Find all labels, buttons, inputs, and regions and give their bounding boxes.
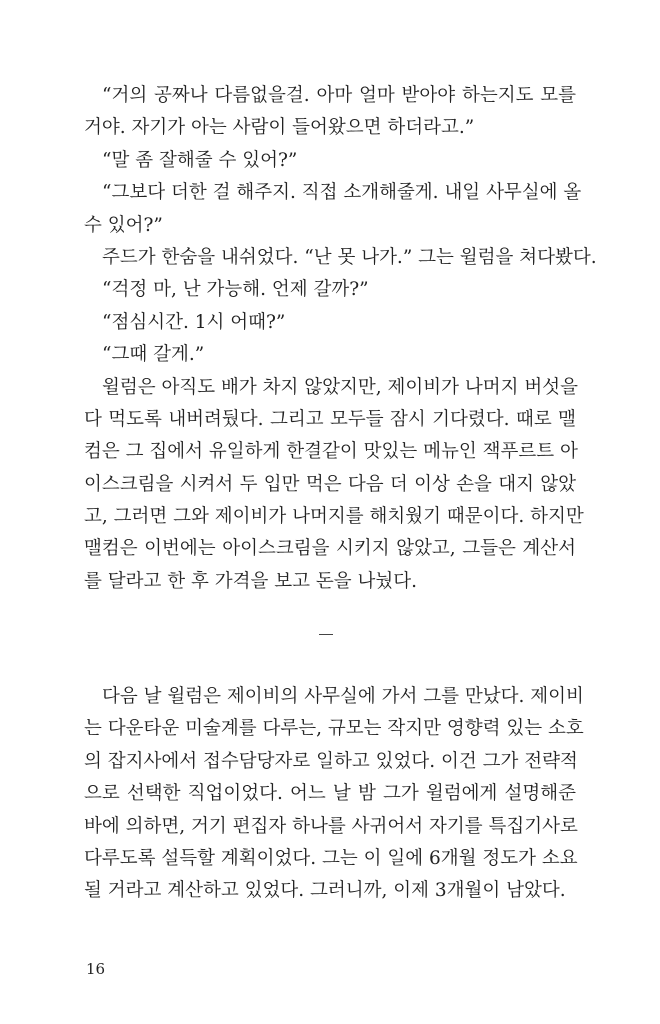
text-line: “걱정 마, 난 가능해. 언제 갈까?” [102, 279, 369, 301]
text-line: 거야. 자기가 아는 사람이 들어왔으면 하더라고.” [84, 117, 475, 139]
text-line: 고, 그러면 그와 제이비가 나머지를 해치웠기 때문이다. 하지만 [84, 506, 584, 528]
section-2-text [84, 681, 584, 908]
text-line: 다 먹도록 내버려뒀다. 그리고 모두들 잠시 기다렸다. 때로 맬 [84, 408, 576, 430]
text-line: 될 거라고 계산하고 있었다. 그러니까, 이제 3개월이 남았다. [84, 880, 566, 902]
section-1-text [84, 80, 597, 598]
text-line: 으로 선택한 직업이었다. 어느 날 밤 그가 윌럼에게 설명해준 [84, 783, 576, 805]
text-line: 바에 의하면, 거기 편집자 하나를 사귀어서 자기를 특집기사로 [84, 815, 578, 837]
text-line: 이스크림을 시켜서 두 입만 먹은 다음 더 이상 손을 대지 않았 [84, 473, 576, 495]
text-line: 다루도록 설득할 계획이었다. 그는 이 일에 6개월 정도가 소요 [84, 847, 578, 869]
text-line: 는 다운타운 미술계를 다루는, 규모는 작지만 영향력 있는 소호 [84, 718, 584, 740]
text-line: 다음 날 윌럼은 제이비의 사무실에 가서 그를 만났다. 제이비 [102, 686, 584, 707]
text-line: 의 잡지사에서 접수담당자로 일하고 있었다. 이건 그가 전략적 [84, 750, 578, 772]
text-line: “점심시간. 1시 어때?” [102, 311, 286, 333]
text-line: “거의 공짜나 다름없을걸. 아마 얼마 받아야 하는지도 모를 [102, 85, 576, 106]
text-line: “그보다 더한 걸 해주지. 직접 소개해줄게. 내일 사무실에 올 [102, 182, 582, 204]
section-separator [319, 634, 333, 635]
text-line: 수 있어?” [84, 214, 163, 236]
text-line: 맬컴은 이번에는 아이스크림을 시키지 않았고, 그들은 계산서 [84, 538, 576, 560]
text-line: 주드가 한숨을 내쉬었다. “난 못 나가.” 그는 윌럼을 쳐다봤다. [102, 246, 597, 268]
text-line: 윌럼은 아직도 배가 차지 않았지만, 제이비가 나머지 버섯을 [102, 376, 578, 398]
page-number: 16 [86, 960, 106, 978]
text-line: “그때 갈게.” [102, 344, 205, 366]
text-line: 를 달라고 한 후 가격을 보고 돈을 나눴다. [84, 570, 417, 592]
text-line: 컴은 그 집에서 유일하게 한결같이 맛있는 메뉴인 잭푸르트 아 [84, 441, 578, 463]
text-line: “말 좀 잘해줄 수 있어?” [102, 149, 298, 171]
